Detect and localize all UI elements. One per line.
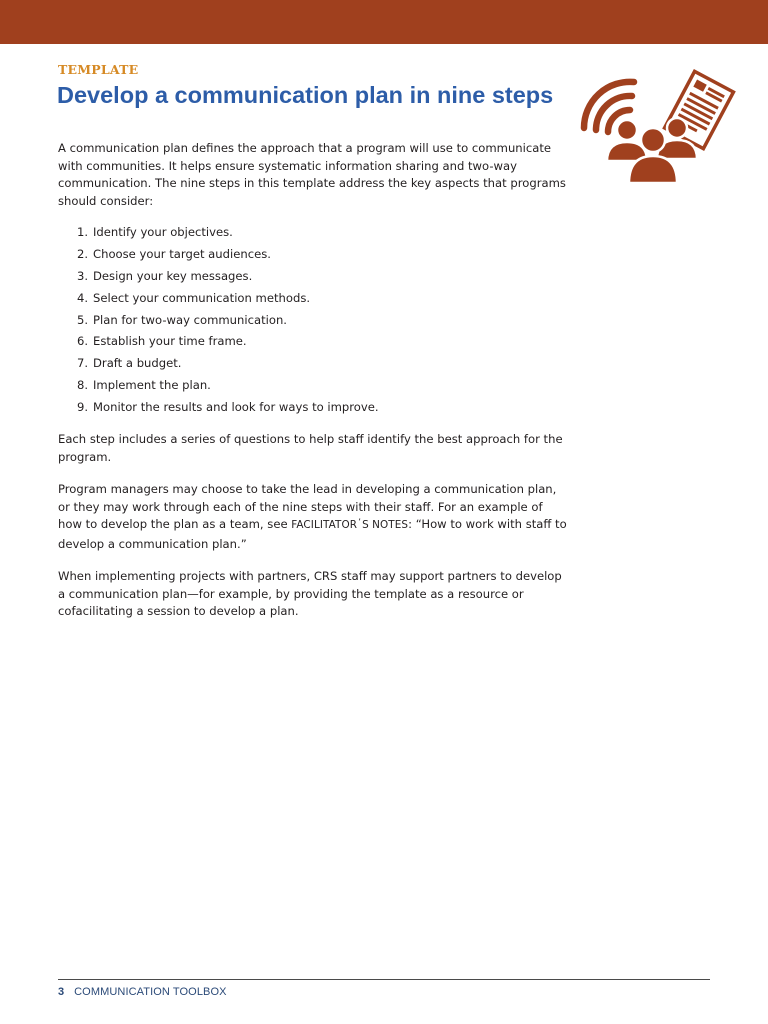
step-text: Select your communication methods. <box>93 290 311 305</box>
step-number: 2. <box>76 246 88 261</box>
page-title: Develop a communication plan in nine steps <box>57 82 554 108</box>
list-item <box>58 246 568 268</box>
section-eyebrow: TEMPLATE <box>58 62 139 77</box>
step-text: Identify your objectives. <box>93 225 233 239</box>
step-text: Implement the plan. <box>93 378 211 393</box>
paragraph-text: Program managers may choose to take the lead in developing a communication plan, or they may work through each of the nine steps with their staff. For an example of how to develop the plan as a team, see <box>58 482 557 532</box>
list-item <box>58 268 568 290</box>
page-footer <box>58 986 227 998</box>
step-text: Establish your time frame. <box>93 334 247 349</box>
header-band <box>0 0 768 44</box>
intro-paragraph: A communication plan defines the approach that a program will use to communicate with communities. It helps ensure systematic information sharing and two-way communication. The nine steps in this template address the key aspects that programs should consider: <box>58 141 566 208</box>
partners-paragraph: When implementing projects with partners, CRS staff may support partners to develop a communication plan—for example, by providing the template as a resource or cofacilitating a session to develop a plan. <box>58 569 562 619</box>
footer-divider <box>58 979 710 980</box>
step-number: 4. <box>76 290 88 305</box>
people-icon <box>607 118 697 183</box>
list-item <box>58 290 568 312</box>
step-text: Monitor the results and look for ways to improve. <box>93 400 379 415</box>
step-number: 5. <box>76 312 88 327</box>
page-number: 3 <box>58 986 65 998</box>
wifi-people-document-icon <box>574 58 744 188</box>
step-number: 7. <box>76 356 88 371</box>
facilitators-notes-reference[interactable]: FACILITATOR’S NOTES <box>291 518 409 532</box>
step-number: 8. <box>76 378 88 393</box>
running-title: COMMUNICATION TOOLBOX <box>74 986 227 998</box>
step-text: Design your key messages. <box>93 268 253 283</box>
list-item <box>58 333 568 355</box>
body-text <box>58 140 568 621</box>
paragraph-text: : “How to work with staff to develop a communication plan.” <box>58 517 567 551</box>
step-number: 9. <box>76 400 88 415</box>
step-text: Draft a budget. <box>93 356 182 371</box>
list-item <box>58 355 568 377</box>
list-item <box>58 377 568 399</box>
list-item <box>58 312 568 334</box>
step-text: Choose your target audiences. <box>93 246 271 261</box>
list-item <box>58 399 568 421</box>
step-number: 1. <box>76 225 88 239</box>
step-number: 6. <box>76 334 88 349</box>
steps-questions-paragraph: Each step includes a series of questions to help staff identify the best approach for the program. <box>58 432 563 464</box>
steps-list <box>58 224 568 421</box>
list-item <box>58 224 568 246</box>
step-text: Plan for two-way communication. <box>93 312 287 327</box>
program-managers-paragraph <box>58 481 568 553</box>
step-number: 3. <box>76 268 88 283</box>
